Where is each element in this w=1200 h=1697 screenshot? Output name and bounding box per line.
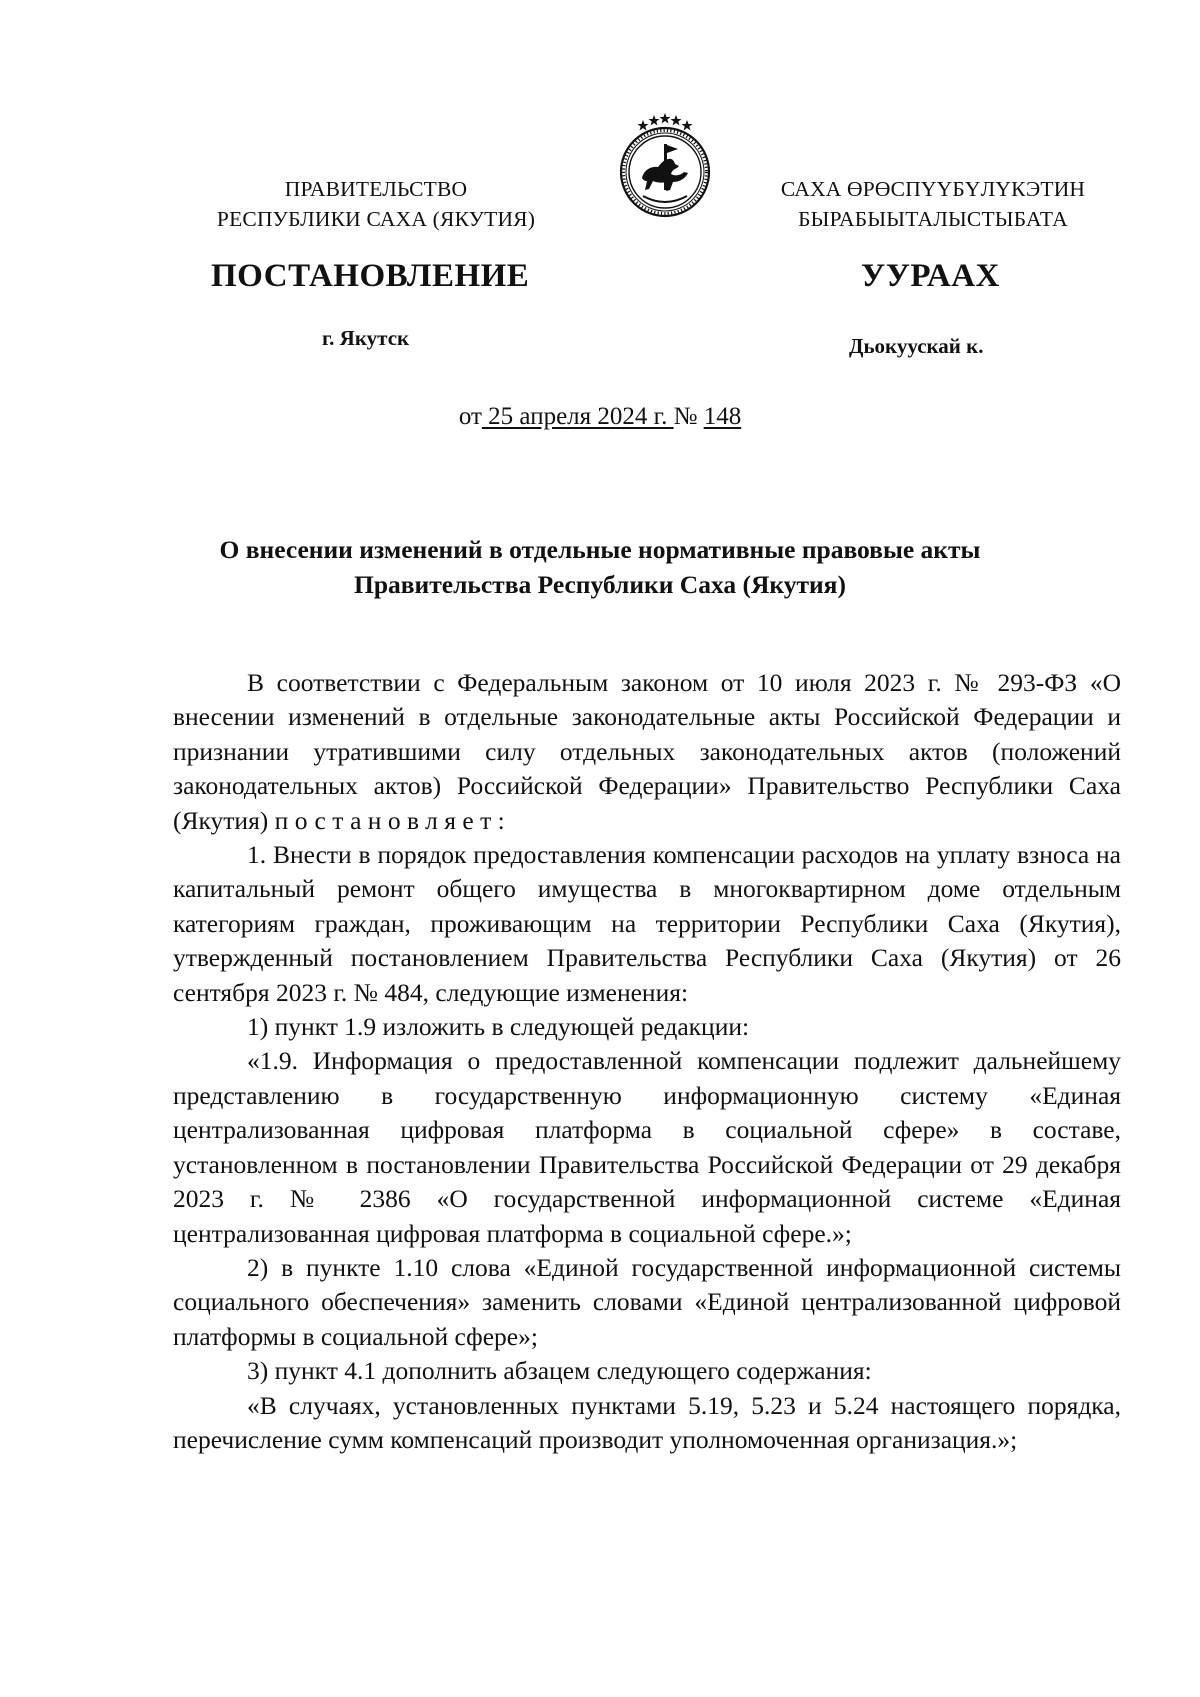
- city-sah: Дьокуускай к.: [849, 334, 984, 358]
- doc-type-ru: ПОСТАНОВЛЕНИЕ: [211, 258, 530, 294]
- preamble-paragraph: [173, 666, 1121, 838]
- subject-line-2: Правительства Республики Саха (Якутия): [354, 570, 846, 599]
- government-name-ru-line-1: ПРАВИТЕЛЬСТВО: [284, 177, 468, 201]
- document-subject: [140, 532, 1060, 602]
- decree-word: постановляет:: [274, 805, 512, 835]
- number-sign: №: [673, 403, 704, 430]
- document-number: 148: [703, 403, 742, 430]
- subitem-3-text-paragraph: «В случаях, установленных пунктами 5.19, 5.23 и 5.24 настоящего порядка, перечисление сумм компенсаций производит уполномоченная организация.»;: [173, 1390, 1121, 1454]
- date-and-number: [0, 403, 1200, 431]
- preamble-text: В соответствии с Федеральным законом от 10 июля 2023 г. № 293-ФЗ «О внесении изменений в отдельные законодательные акты Российской Федерации и признании утратившими силу отдельных законодательных актов (положений законодательных актов) Российской Федерации» Правительство Республики Саха (Якутия): [173, 668, 1121, 835]
- subitem-1-paragraph: 1) пункт 1.9 изложить в следующей редакции:: [247, 1012, 750, 1042]
- city-ru: г. Якутск: [322, 326, 410, 350]
- document-date: 25 апреля 2024 г.: [481, 403, 674, 430]
- yakutia-coat-of-arms-icon: [608, 112, 722, 220]
- date-prefix: от: [458, 403, 482, 430]
- subitem-3-paragraph: 3) пункт 4.1 дополнить абзацем следующего содержания:: [247, 1356, 872, 1386]
- government-name-ru-line-2: РЕСПУБЛИКИ САХА (ЯКУТИЯ): [216, 207, 536, 231]
- government-name-sah-line-2: БЫРАБЫЫТАЛЫСТЫБАТА: [798, 207, 1068, 231]
- government-name-sah-line-1: САХА ӨРӨСПҮҮБҮЛҮКЭТИН: [780, 177, 1086, 201]
- government-name-sah: [738, 174, 1128, 234]
- item-1-paragraph: 1. Внести в порядок предоставления компенсации расходов на уплату взноса на капитальный ремонт общего имущества в многоквартирном доме отдельным категориям граждан, проживающим на территории Республики Саха (Якутия), утвержденный постановлением Правительства Республики Саха (Якутия) от 26 сентября 2023 г. № 484, следующие изменения:: [173, 840, 1121, 1007]
- doc-type-sah: УУРААХ: [861, 258, 1000, 294]
- subitem-2-paragraph: 2) в пункте 1.10 слова «Единой государственной информационной системы социального обеспечения» заменить словами «Единой централизованной цифровой платформы в социальной сфере»;: [173, 1252, 1121, 1351]
- subitem-1-text-paragraph: «1.9. Информация о предоставленной компенсации подлежит дальнейшему представлению в государственную информационную систему «Единая централизованная цифровая платформа в социальной сфере» в составе, установленном в постановлении Правительства Российской Федерации от 29 декабря 2023 г. № 2386 «О государственной информационной системе «Единая централизованная цифровая платформа в социальной сфере.»;: [173, 1046, 1121, 1248]
- document-body: [173, 666, 1121, 1457]
- government-name-ru: [176, 174, 576, 234]
- subject-line-1: О внесении изменений в отдельные нормативные правовые акты: [219, 535, 981, 564]
